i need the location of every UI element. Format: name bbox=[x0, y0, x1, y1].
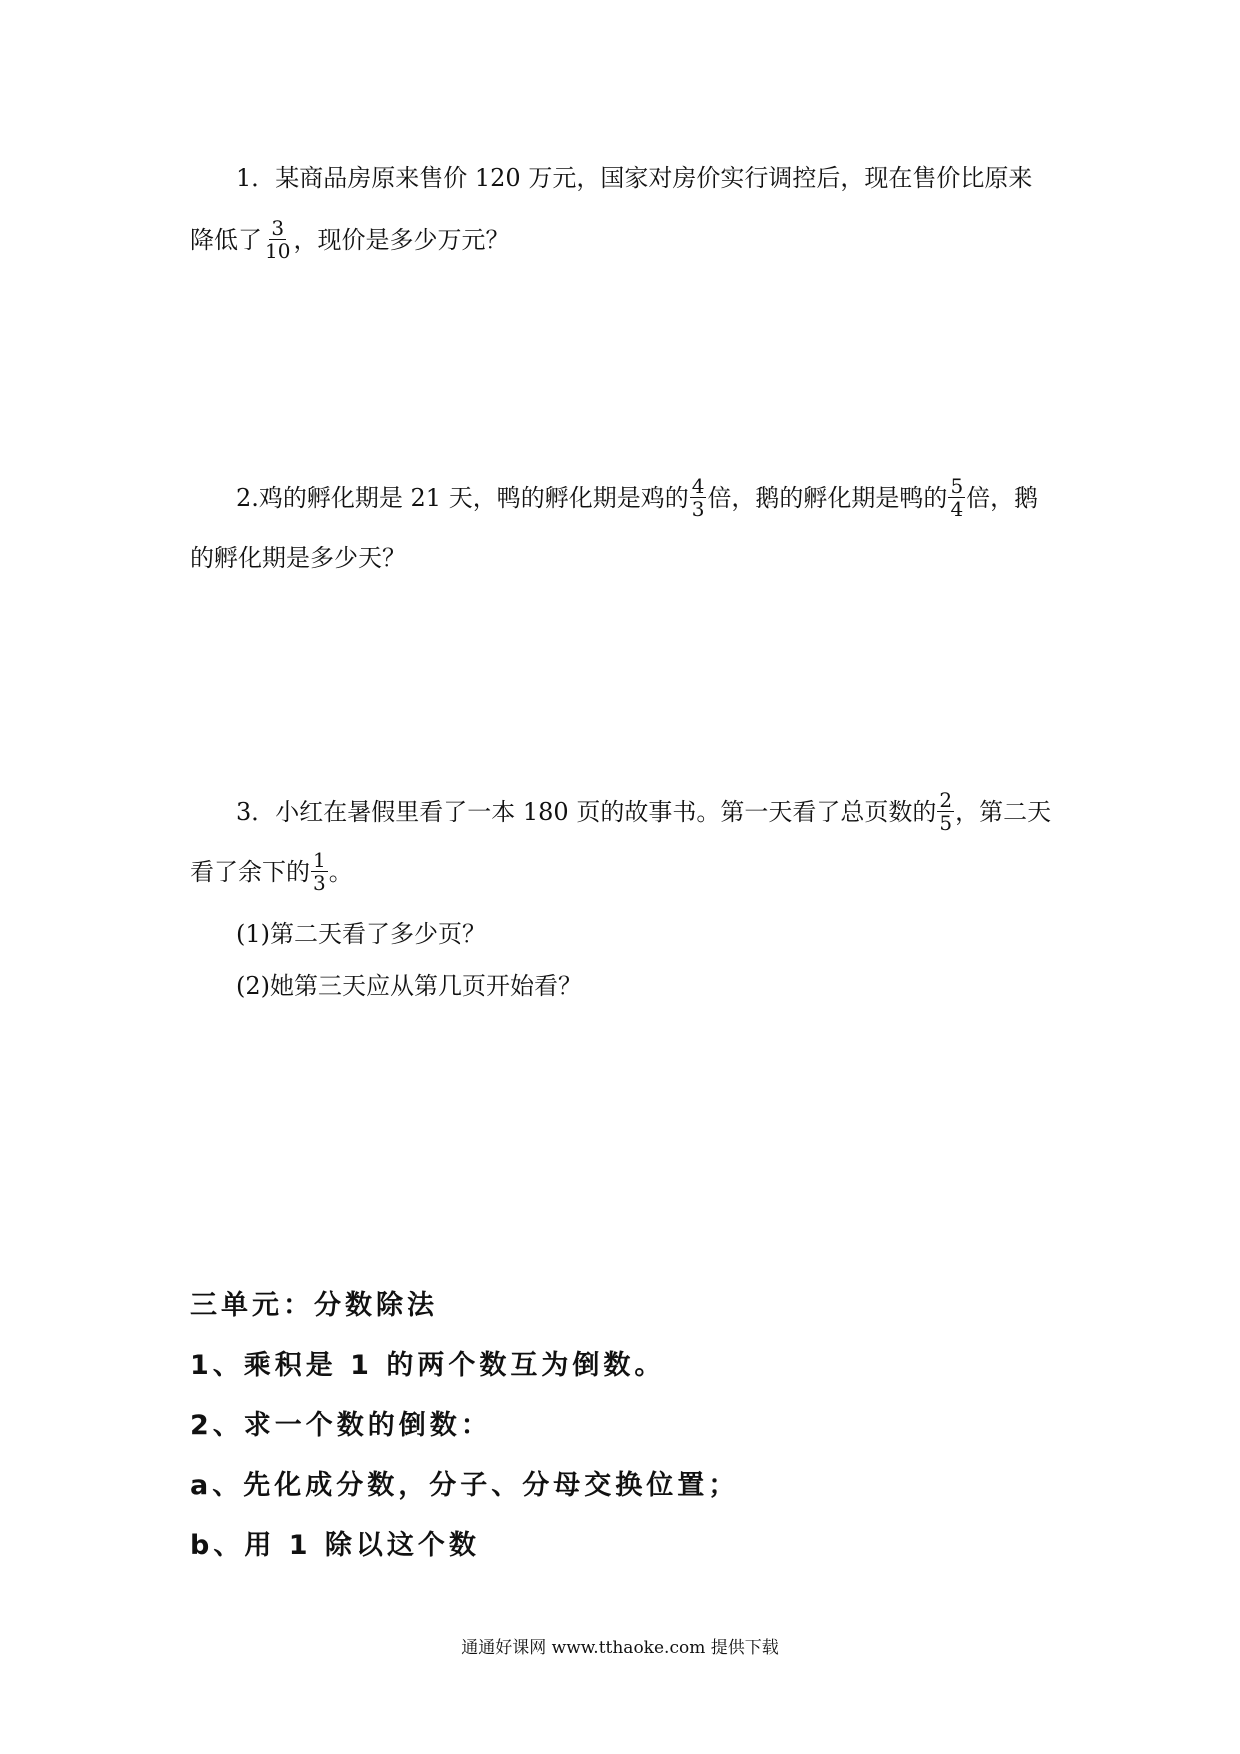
problem-1-line-2 bbox=[190, 216, 1060, 263]
fraction-numerator: 5 bbox=[950, 474, 964, 498]
fraction-numerator: 1 bbox=[313, 848, 326, 872]
problem-3-question-2 bbox=[190, 966, 1060, 1006]
problem-2-line-1 bbox=[190, 474, 1060, 521]
fraction-4-3 bbox=[690, 476, 707, 519]
problem-1-text-c: ，现价是多少万元？ bbox=[293, 226, 510, 254]
fraction-1-3 bbox=[311, 850, 328, 893]
unit-title: 三单元：分数除法 bbox=[190, 1290, 438, 1321]
question-2-text: (2)她第三天应从第几页开始看？ bbox=[236, 972, 582, 1000]
problem-3-text-a: 3．小红在暑假里看了一本 180 页的故事书。第一天看了总页数的 bbox=[236, 798, 937, 826]
problem-2-text-c: 倍，鹅 bbox=[966, 484, 1039, 512]
fraction-5-4 bbox=[948, 476, 965, 519]
problem-1-line-1 bbox=[190, 158, 1060, 198]
unit-item-2: 2、求一个数的倒数： bbox=[190, 1410, 492, 1441]
problem-2-text-a: 2.鸡的孵化期是 21 天，鸭的孵化期是鸡的 bbox=[236, 484, 689, 512]
problem-1-text-b: 降低了 bbox=[190, 226, 262, 254]
problem-3-text-d: 。 bbox=[328, 858, 353, 886]
fraction-denominator: 5 bbox=[939, 811, 953, 835]
problem-3-question-1 bbox=[190, 914, 1060, 954]
question-1-text: (1)第二天看了多少页？ bbox=[236, 920, 486, 948]
problem-3-line-1 bbox=[190, 788, 1060, 835]
fraction-numerator: 2 bbox=[939, 788, 953, 812]
unit-item-3: a、先化成分数，分子、分母交换位置； bbox=[190, 1470, 740, 1501]
fraction-numerator: 4 bbox=[691, 474, 705, 498]
problem-1-text-a: 1．某商品房原来售价 120 万元，国家对房价实行调控后，现在售价比原来 bbox=[236, 164, 1033, 192]
problem-2-line-2 bbox=[190, 538, 1060, 578]
fraction-denominator: 10 bbox=[265, 239, 291, 263]
problem-3-text-c: 看了余下的 bbox=[190, 858, 310, 886]
problem-2-text-d: 的孵化期是多少天？ bbox=[190, 544, 406, 572]
unit-item-1: 1、乘积是 1 的两个数互为倒数。 bbox=[190, 1350, 666, 1381]
fraction-denominator: 3 bbox=[691, 497, 705, 521]
fraction-denominator: 4 bbox=[950, 497, 964, 521]
fraction-denominator: 3 bbox=[313, 871, 326, 895]
problem-3-text-b: ，第二天 bbox=[955, 798, 1052, 826]
problem-3-line-2 bbox=[190, 848, 1060, 895]
fraction-3-10 bbox=[263, 218, 292, 261]
fraction-2-5 bbox=[937, 790, 954, 833]
page-footer: 通通好课网 www.tthaoke.com 提供下载 bbox=[461, 1638, 779, 1658]
unit-item-4: b、用 1 除以这个数 bbox=[190, 1530, 480, 1561]
fraction-numerator: 3 bbox=[271, 216, 285, 240]
problem-2-text-b: 倍，鹅的孵化期是鸭的 bbox=[707, 484, 948, 512]
